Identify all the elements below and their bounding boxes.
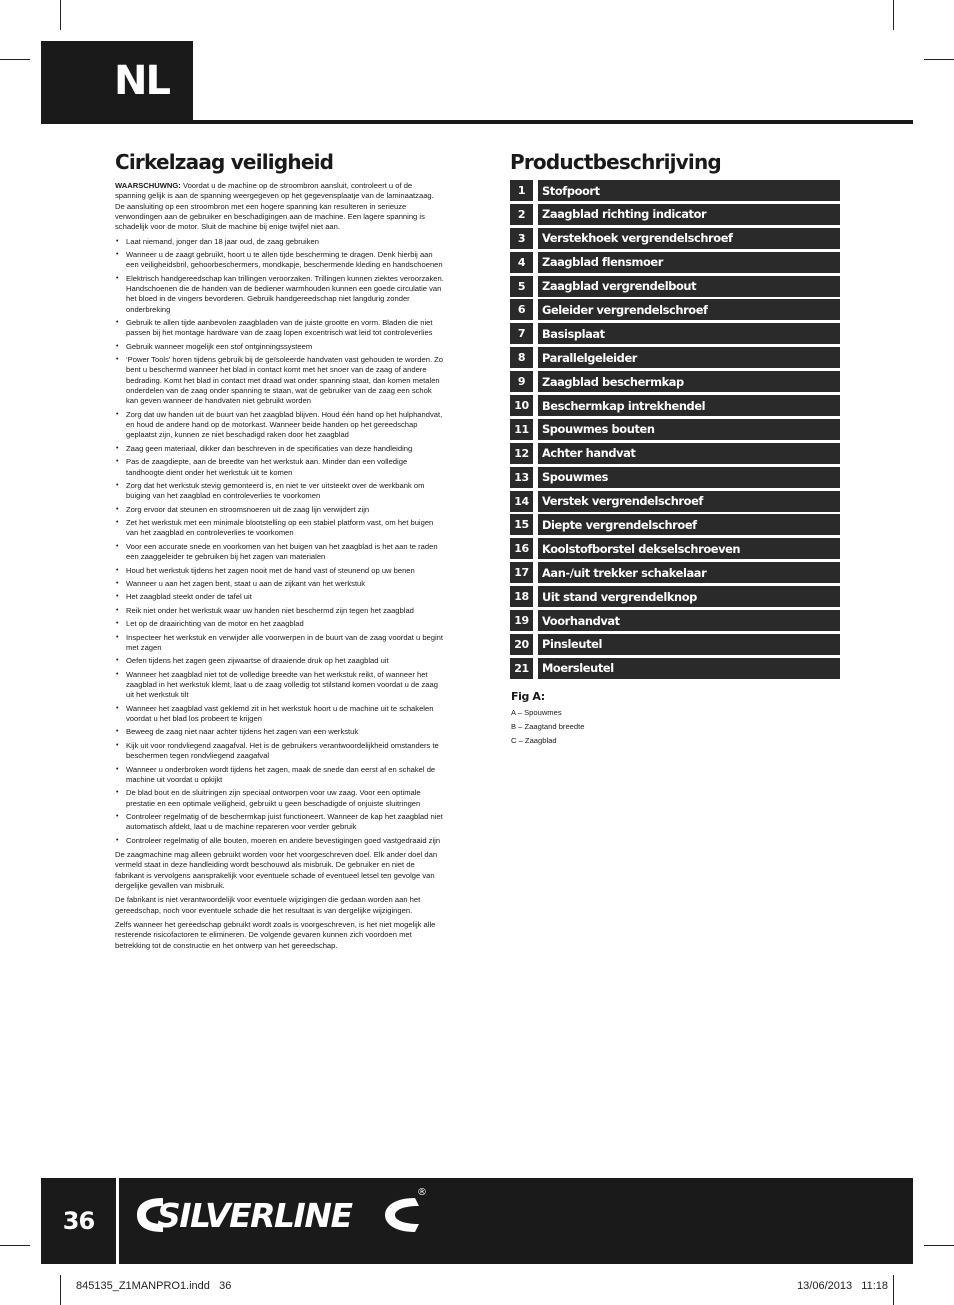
- part-number: 11: [510, 419, 533, 440]
- safety-bullet: • Oefen tijdens het zagen geen zijwaartse of draaiende druk op het zaagblad uit: [115, 656, 445, 666]
- registered-mark: ®: [417, 1187, 427, 1198]
- closing-paragraph: De fabrikant is niet verantwoordelijk voor eventuele wijzigingen die gedaan worden aan het gereedschap, noch voor eventuele schade die het resultaat is van dergelijke wijzigingen.: [115, 895, 421, 915]
- safety-bullet: • Zorg dat het werkstuk stevig gemonteerd is, en niet te ver uitsteekt over de werkbank om buiging van het zaagblad en controleverlies te voorkomen: [115, 481, 445, 502]
- fig-a-legend: [511, 690, 711, 748]
- crop-mark: [60, 0, 61, 30]
- safety-bullet: • Pas de zaagdiepte, aan de breedte van het werkstuk aan. Minder dan een volledige tandhoogte dient onder het werkstuk uit te komen: [115, 457, 445, 478]
- part-label: Spouwmes: [538, 467, 840, 488]
- parts-list: [510, 180, 840, 682]
- safety-bullet: • Zaag geen materiaal, dikker dan beschreven in de specificaties van deze handleiding: [115, 444, 445, 454]
- crop-mark: [0, 1245, 30, 1246]
- safety-bullet: • Controleer regelmatig of de beschermkap juist functioneert. Wanneer de kap het zaagblad niet automatisch afdekt, laat u de machine repareren voor verder gebruik: [115, 812, 445, 833]
- safety-bullet: • Houd het werkstuk tijdens het zagen nooit met de hand vast of steunend op uw benen: [115, 566, 445, 576]
- part-label: Zaagblad richting indicator: [538, 204, 840, 225]
- part-row: [510, 228, 840, 249]
- part-number: 13: [510, 467, 533, 488]
- part-row: [510, 634, 840, 655]
- part-label: Aan-/uit trekker schakelaar: [538, 562, 840, 583]
- part-number: 14: [510, 491, 533, 512]
- part-number: 12: [510, 443, 533, 464]
- part-row: [510, 323, 840, 344]
- part-number: 17: [510, 562, 533, 583]
- fig-item: C – Zaagblad: [511, 736, 557, 745]
- part-number: 4: [510, 252, 533, 273]
- part-row: [510, 252, 840, 273]
- safety-bullet: • Wanneer het zaagblad vast geklemd zit in het werkstuk hoort u de machine uit te schakelen voordat u het blad los probeert te krijgen: [115, 704, 445, 725]
- crop-mark: [893, 0, 894, 30]
- part-row: [510, 371, 840, 392]
- safety-bullet: • Zet het werkstuk met een minimale blootstelling op een stabiel platform vast, om het buigen van het zaagblad en controleverlies te voorkomen: [115, 518, 445, 539]
- safety-bullet: • Reik niet onder het werkstuk waar uw handen niet beschermd zijn tegen het zaagblad: [115, 606, 445, 616]
- crop-mark: [893, 1275, 894, 1305]
- part-number: 2: [510, 204, 533, 225]
- part-number: 6: [510, 299, 533, 320]
- part-number: 3: [510, 228, 533, 249]
- page-number: 36: [62, 1207, 95, 1235]
- warning-paragraph: [115, 181, 445, 233]
- footer-divider: [116, 1178, 119, 1264]
- brand-wordmark: SILVERLINE: [157, 1196, 352, 1235]
- part-label: Achter handvat: [538, 443, 840, 464]
- safety-bullet: • Gebruik wanneer mogelijk een stof ontginningssysteem: [115, 342, 445, 352]
- part-label: Beschermkap intrekhendel: [538, 395, 840, 416]
- header-rule: [41, 120, 913, 124]
- part-row: [510, 658, 840, 679]
- part-number: 9: [510, 371, 533, 392]
- part-row: [510, 514, 840, 535]
- part-label: Geleider vergrendelschroef: [538, 299, 840, 320]
- part-row: [510, 395, 840, 416]
- part-row: [510, 419, 840, 440]
- part-number: 1: [510, 180, 533, 201]
- crop-mark: [60, 1275, 61, 1305]
- part-row: [510, 467, 840, 488]
- safety-bullet: • De blad bout en de sluitringen zijn speciaal ontworpen voor uw zaag. Voor een optimale prestatie en een optimale veiligheid, gebruikt u geen beschadigde of onjuiste sluitringen: [115, 788, 445, 809]
- closing-paragraphs: [115, 850, 445, 951]
- part-label: Pinsleutel: [538, 634, 840, 655]
- safety-bullet: • Inspecteer het werkstuk en verwijder alle voorwerpen in de buurt van de zaag voordat u begint met zagen: [115, 633, 445, 654]
- part-row: [510, 538, 840, 559]
- part-number: 18: [510, 586, 533, 607]
- safety-bullet: • Zorg ervoor dat steunen en stroomsnoeren uit de zaag lijn verwijdert zijn: [115, 505, 445, 515]
- fig-items: [511, 706, 711, 748]
- part-label: Voorhandvat: [538, 610, 840, 631]
- safety-bullet: • Wanneer u aan het zagen bent, staat u aan de zijkant van het werkstuk: [115, 579, 445, 589]
- safety-bullet: • Controleer regelmatig of alle bouten, moeren en andere bevestigingen goed vastgedraaid zijn: [115, 836, 445, 846]
- warning-text: Voordat u de machine op de stroombron aansluit, controleert u of de spanning gelijk is aan de spanning weergegeven op het gegevensplaatje van de laminaatzaag. De aansluiting op een stroombron met een hogere spanning kan resulteren in serieuze verwondingen aan de gebruiker en beschadigingen aan de machine. Een lagere spanning is schadelijk voor de motor. Sluit de machine bij enige twijfel niet aan.: [115, 181, 434, 232]
- part-label: Basisplaat: [538, 323, 840, 344]
- part-row: [510, 204, 840, 225]
- part-label: Zaagblad flensmoer: [538, 252, 840, 273]
- part-label: Koolstofborstel dekselschroeven: [538, 538, 840, 559]
- part-label: Diepte vergrendelschroef: [538, 514, 840, 535]
- silverline-logo-graphic: [133, 1184, 433, 1246]
- part-label: Zaagblad beschermkap: [538, 371, 840, 392]
- safety-bullet: • Het zaagblad steekt onder de tafel uit: [115, 592, 445, 602]
- print-timestamp: 13/06/2013 11:18: [797, 1280, 888, 1292]
- part-row: [510, 347, 840, 368]
- part-number: 21: [510, 658, 533, 679]
- part-number: 10: [510, 395, 533, 416]
- safety-bullet-list: [115, 237, 445, 846]
- safety-bullet: • Gebruik te allen tijde aanbevolen zaagbladen van de juiste grootte en vorm. Bladen die niet passen bij het montage hardware van de zaag lopen excentrisch wat leid tot controleverlies: [115, 318, 445, 339]
- safety-text-column: [115, 181, 445, 955]
- part-row: [510, 491, 840, 512]
- safety-bullet: • ‘Power Tools’ horen tijdens gebruik bij de geïsoleerde handvaten vast gehouden te worden. Zo bent u beschermd wanneer het blad in contact komt met het snoer van de zaag of andere bedrading. Komt het blad in contact met draad wat onder spanning staat, dan komen metalen onderdelen van de zaag onder spanning te staan, wat de gebruiker van de zaag een schok kan geven wanneer de handvaten niet gebruikt worden: [115, 355, 445, 407]
- safety-heading: Cirkelzaag veiligheid: [115, 150, 334, 174]
- part-label: Spouwmes bouten: [538, 419, 840, 440]
- safety-bullet: • Zorg dat uw handen uit de buurt van het zaagblad blijven. Houd één hand op het hulphandvat, en houd de andere hand op de motorkast. Wanneer beide handen op het gereedschap geplaatst zijn, kunnen ze niet beschadigd raken door het zaagblad: [115, 410, 445, 441]
- crop-mark: [924, 1245, 954, 1246]
- safety-bullet: • Wanneer het zaagblad niet tot de volledige breedte van het werkstuk reikt, of wanneer het zaagblad in het werkstuk klemt, laat u de zaag volledig tot stilstand komen voordat u de zaag uit het werkstuk tilt: [115, 670, 445, 701]
- part-label: Moersleutel: [538, 658, 840, 679]
- part-number: 8: [510, 347, 533, 368]
- safety-bullet: • Voor een accurate snede en voorkomen van het buigen van het zaagblad is het aan te raden een zaaggeleider te gebruiken bij het zagen van materialen: [115, 542, 445, 563]
- safety-bullet: • Wanneer u onderbroken wordt tijdens het zagen, maak de snede dan eerst af en schakel de machine uit voordat u opkijkt: [115, 765, 445, 786]
- part-row: [510, 610, 840, 631]
- fig-title: Fig A:: [511, 690, 545, 703]
- product-description-heading: Productbeschrijving: [510, 150, 721, 174]
- part-number: 20: [510, 634, 533, 655]
- part-label: Parallelgeleider: [538, 347, 840, 368]
- part-number: 19: [510, 610, 533, 631]
- part-row: [510, 586, 840, 607]
- part-label: Stofpoort: [538, 180, 840, 201]
- part-row: [510, 299, 840, 320]
- safety-bullet: • Elektrisch handgereedschap kan trillingen veroorzaken. Trillingen kunnen ziektes veroorzaken. Handschoenen die de handen van de bediener warmhouden kunnen een goede circulatie van het bloed in de vingers bevorderen. Gebruik handgereedschap niet langdurig zonder onderbreking: [115, 274, 445, 315]
- part-row: [510, 443, 840, 464]
- part-label: Uit stand vergrendelknop: [538, 586, 840, 607]
- safety-bullet: • Let op de draairichting van de motor en het zaagblad: [115, 619, 445, 629]
- safety-bullet: • Beweeg de zaag niet naar achter tijdens het zagen van een werkstuk: [115, 727, 445, 737]
- crop-mark: [924, 59, 954, 60]
- language-tab: NL: [41, 41, 193, 122]
- part-row: [510, 276, 840, 297]
- safety-bullet: • Kijk uit voor rondvliegend zaagafval. Het is de gebruikers verantwoordelijkheid omstanders te beschermen tegen rondvliegend zaagafval: [115, 741, 445, 762]
- crop-mark: [0, 59, 30, 60]
- file-info: 845135_Z1MANPRO1.indd 36: [76, 1280, 232, 1292]
- safety-bullet: • Wanneer u de zaagt gebruikt, hoort u te allen tijde bescherming te dragen. Denk hierbij aan een veiligheidsbril, gehoorbeschermers, mondkapje, beschermende kleding en handschoenen: [115, 250, 445, 271]
- part-row: [510, 180, 840, 201]
- silverline-logo: [133, 1184, 433, 1251]
- part-number: 5: [510, 276, 533, 297]
- safety-bullet: • Laat niemand, jonger dan 18 jaar oud, de zaag gebruiken: [115, 237, 445, 247]
- closing-paragraph: Zelfs wanneer het gereedschap gebruikt wordt zoals is voorgeschreven, is het niet mogelijk alle resterende risicofactoren te elimineren. De volgende gevaren kunnen zich voordoen met betrekking tot de constructie en het ontwerp van het gereedschap.: [115, 919, 436, 950]
- part-label: Verstekhoek vergrendelschroef: [538, 228, 840, 249]
- warning-label: WAARSCHUWNG:: [115, 181, 181, 190]
- fig-item: A – Spouwmes: [511, 708, 562, 717]
- part-label: Zaagblad vergrendelbout: [538, 276, 840, 297]
- fig-item: B – Zaagtand breedte: [511, 722, 585, 731]
- part-number: 15: [510, 514, 533, 535]
- part-row: [510, 562, 840, 583]
- closing-paragraph: De zaagmachine mag alleen gebruikt worden voor het voorgeschreven doel. Elk ander doel dan vermeld staat in deze handleiding wordt beschouwd als misbruik. De gebruiker en niet de fabrikant is vervolgens aansprakelijk voor eventuele schade of eventueel letsel ten gevolge van dergelijke gevallen van misbruik.: [115, 850, 438, 890]
- part-number: 16: [510, 538, 533, 559]
- part-label: Verstek vergrendelschroef: [538, 491, 840, 512]
- part-number: 7: [510, 323, 533, 344]
